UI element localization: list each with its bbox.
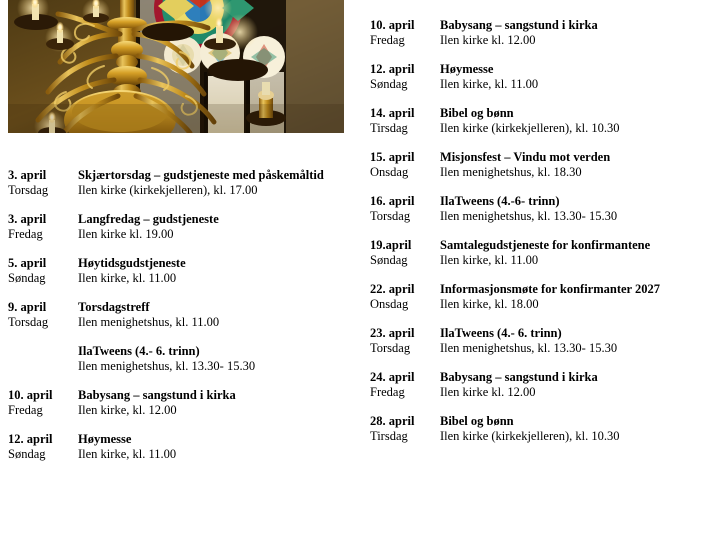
event-row bbox=[370, 326, 706, 356]
event-date: 23. april bbox=[370, 326, 415, 340]
event-date-cell bbox=[370, 62, 440, 92]
event-row bbox=[8, 300, 348, 330]
event-title: Babysang – sangstund i kirka bbox=[440, 370, 598, 384]
event-weekday: Søndag bbox=[370, 253, 408, 267]
event-body-cell bbox=[78, 212, 348, 242]
event-row bbox=[370, 150, 706, 180]
event-weekday: Torsdag bbox=[8, 183, 49, 197]
event-row bbox=[370, 238, 706, 268]
event-date: 5. april bbox=[8, 256, 47, 270]
event-row bbox=[8, 388, 348, 418]
event-details: Ilen menighetshus, kl. 13.30- 15.30 bbox=[440, 341, 618, 355]
event-date: 28. april bbox=[370, 414, 415, 428]
event-date-cell bbox=[8, 300, 78, 330]
event-date: 12. april bbox=[8, 432, 53, 446]
event-row bbox=[8, 344, 348, 374]
event-title: IlaTweens (4.- 6. trinn) bbox=[78, 344, 200, 358]
event-weekday: Torsdag bbox=[8, 315, 49, 329]
event-row bbox=[370, 282, 706, 312]
event-body-cell bbox=[440, 150, 706, 180]
event-weekday: Onsdag bbox=[370, 297, 409, 311]
event-row bbox=[370, 194, 706, 224]
event-date: 24. april bbox=[370, 370, 415, 384]
event-date: 14. april bbox=[370, 106, 415, 120]
event-date-cell bbox=[370, 282, 440, 312]
event-date: 10. april bbox=[8, 388, 53, 402]
event-row bbox=[370, 106, 706, 136]
event-details: Ilen kirke, kl. 11.00 bbox=[440, 253, 539, 267]
event-body-cell bbox=[78, 432, 348, 462]
event-date: 10. april bbox=[370, 18, 415, 32]
event-body-cell bbox=[440, 18, 706, 48]
event-date-cell bbox=[370, 106, 440, 136]
event-row bbox=[370, 414, 706, 444]
event-details: Ilen kirke kl. 12.00 bbox=[440, 33, 536, 47]
event-details: Ilen kirke kl. 12.00 bbox=[440, 385, 536, 399]
chandelier-photo bbox=[8, 0, 344, 133]
event-date: 19.april bbox=[370, 238, 412, 252]
event-date: 12. april bbox=[370, 62, 415, 76]
event-weekday: Onsdag bbox=[370, 165, 409, 179]
event-date: 3. april bbox=[8, 212, 47, 226]
event-weekday: Fredag bbox=[370, 33, 405, 47]
event-body-cell bbox=[440, 414, 706, 444]
event-details: Ilen kirke, kl. 18.00 bbox=[440, 297, 539, 311]
event-body-cell bbox=[440, 282, 706, 312]
event-title: Babysang – sangstund i kirka bbox=[440, 18, 598, 32]
event-date-cell bbox=[8, 168, 78, 198]
event-title: Bibel og bønn bbox=[440, 106, 514, 120]
event-details: Ilen kirke (kirkekjelleren), kl. 17.00 bbox=[78, 183, 258, 197]
event-row bbox=[370, 18, 706, 48]
event-details: Ilen kirke (kirkekjelleren), kl. 10.30 bbox=[440, 429, 620, 443]
event-details: Ilen menighetshus, kl. 18.30 bbox=[440, 165, 582, 179]
event-body-cell bbox=[440, 194, 706, 224]
event-body-cell bbox=[78, 388, 348, 418]
event-details: Ilen kirke, kl. 11.00 bbox=[78, 447, 177, 461]
event-weekday: Fredag bbox=[8, 403, 43, 417]
event-title: Babysang – sangstund i kirka bbox=[78, 388, 236, 402]
event-details: Ilen menighetshus, kl. 13.30- 15.30 bbox=[440, 209, 618, 223]
event-weekday: Fredag bbox=[8, 227, 43, 241]
event-details: Ilen menighetshus, kl. 13.30- 15.30 bbox=[78, 359, 256, 373]
event-row bbox=[8, 256, 348, 286]
event-date-cell bbox=[370, 194, 440, 224]
event-date-cell bbox=[370, 150, 440, 180]
event-body-cell bbox=[440, 62, 706, 92]
event-details: Ilen kirke (kirkekjelleren), kl. 10.30 bbox=[440, 121, 620, 135]
event-body-cell bbox=[78, 344, 348, 374]
event-details: Ilen kirke kl. 19.00 bbox=[78, 227, 174, 241]
event-title: Torsdagstreff bbox=[78, 300, 150, 314]
event-date: 22. april bbox=[370, 282, 415, 296]
event-body-cell bbox=[78, 256, 348, 286]
event-weekday: Tirsdag bbox=[370, 121, 408, 135]
event-row bbox=[370, 62, 706, 92]
event-title: IlaTweens (4.-6- trinn) bbox=[440, 194, 560, 208]
event-weekday: Fredag bbox=[370, 385, 405, 399]
event-date-cell bbox=[370, 370, 440, 400]
event-date: 15. april bbox=[370, 150, 415, 164]
event-date-cell bbox=[370, 18, 440, 48]
event-date-cell bbox=[8, 388, 78, 418]
event-body-cell bbox=[440, 370, 706, 400]
event-date: 9. april bbox=[8, 300, 47, 314]
event-date-cell bbox=[8, 212, 78, 242]
event-weekday: Søndag bbox=[370, 77, 408, 91]
left-event-column bbox=[8, 168, 348, 476]
right-event-column bbox=[370, 18, 706, 458]
event-body-cell bbox=[440, 238, 706, 268]
event-weekday: Torsdag bbox=[370, 209, 411, 223]
event-details: Ilen kirke, kl. 11.00 bbox=[78, 271, 177, 285]
event-details: Ilen kirke, kl. 11.00 bbox=[440, 77, 539, 91]
event-weekday: Torsdag bbox=[370, 341, 411, 355]
event-date: 16. april bbox=[370, 194, 415, 208]
event-title: IlaTweens (4.- 6. trinn) bbox=[440, 326, 562, 340]
event-title: Misjonsfest – Vindu mot verden bbox=[440, 150, 611, 164]
event-row bbox=[8, 432, 348, 462]
event-details: Ilen kirke, kl. 12.00 bbox=[78, 403, 177, 417]
event-title: Langfredag – gudstjeneste bbox=[78, 212, 219, 226]
event-weekday: Tirsdag bbox=[370, 429, 408, 443]
event-date-cell bbox=[8, 432, 78, 462]
event-date-cell bbox=[370, 238, 440, 268]
event-title: Samtalegudstjeneste for konfirmantene bbox=[440, 238, 651, 252]
event-weekday: Søndag bbox=[8, 447, 46, 461]
event-date-cell bbox=[370, 326, 440, 356]
event-body-cell bbox=[440, 106, 706, 136]
event-date-cell bbox=[8, 256, 78, 286]
event-date-cell bbox=[370, 414, 440, 444]
event-row bbox=[370, 370, 706, 400]
event-title: Skjærtorsdag – gudstjeneste med påskemåltid bbox=[78, 168, 324, 182]
event-date: 3. april bbox=[8, 168, 47, 182]
event-weekday: Søndag bbox=[8, 271, 46, 285]
event-title: Høymesse bbox=[78, 432, 132, 446]
event-date-cell bbox=[8, 344, 78, 359]
event-row bbox=[8, 168, 348, 198]
chandelier-stained-glass-image bbox=[8, 0, 344, 133]
event-body-cell bbox=[78, 168, 348, 198]
event-row bbox=[8, 212, 348, 242]
event-title: Bibel og bønn bbox=[440, 414, 514, 428]
event-body-cell bbox=[440, 326, 706, 356]
event-details: Ilen menighetshus, kl. 11.00 bbox=[78, 315, 220, 329]
event-date-spacer bbox=[8, 344, 78, 359]
event-title: Informasjonsmøte for konfirmanter 2027 bbox=[440, 282, 661, 296]
event-body-cell bbox=[78, 300, 348, 330]
event-title: Høytidsgudstjeneste bbox=[78, 256, 186, 270]
event-title: Høymesse bbox=[440, 62, 494, 76]
